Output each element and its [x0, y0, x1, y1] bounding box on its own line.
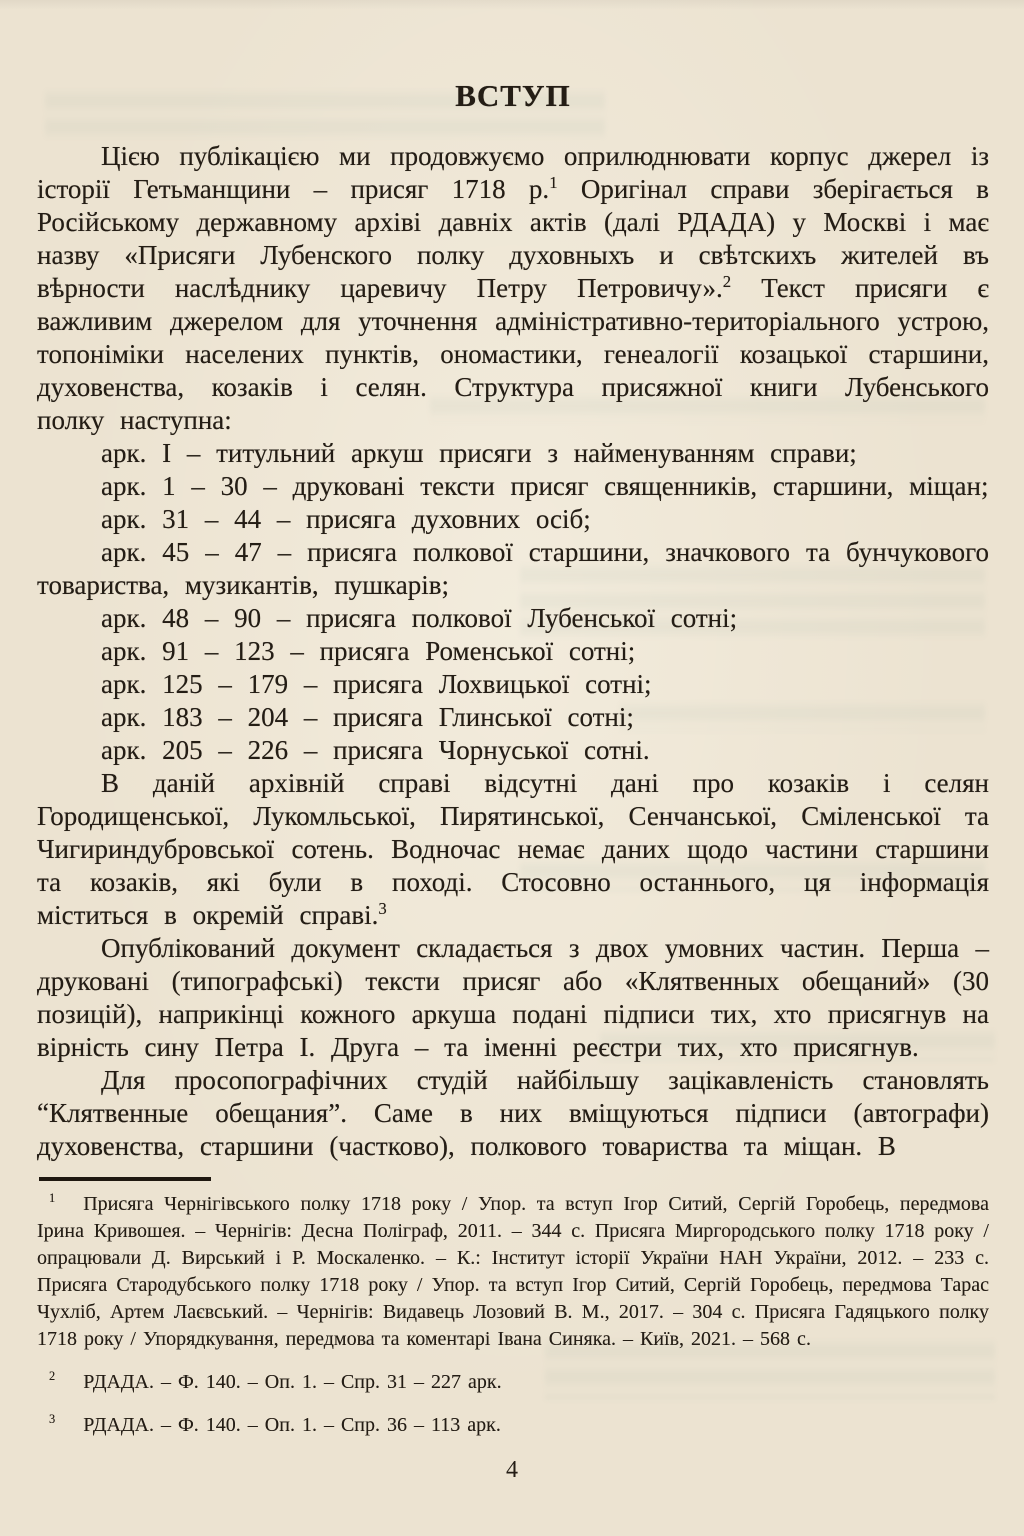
- footnote-ref-1: 1: [549, 173, 558, 192]
- footnote-2: [37, 1369, 989, 1396]
- page-number: 4: [506, 1457, 518, 1483]
- paragraph-text: Оригінал справи зберігається в Російському державному архіві давніх актів (далі РДАДА) у Москві і має назву «Присяги Лубенского полку духовныхъ и свѣтскихъ жителей въ вѣрности наслѣднику царевичу Петру Петровичу».: [37, 174, 989, 303]
- footnote-text: РДАДА. – Ф. 140. – Оп. 1. – Спр. 31 – 227 арк.: [83, 1371, 502, 1393]
- list-item-arkush: арк. I – титульний аркуш присяги з найменуванням справи;: [101, 438, 857, 468]
- list-item-arkush: арк. 45 – 47 – присяга полкової старшини, значкового та бунчукового товариства, музикантів, пушкарів;: [37, 537, 989, 600]
- footnote-text: Присяга Чернігівського полку 1718 року / Упор. та вступ Ігор Ситий, Сергій Горобець, передмова Ірина Кривошея. – Чернігів: Десна Поліграф, 2011. – 344 с. Присяга Миргородського полку 1718 року / опрацювали Д. Вирський і Р. Москаленко. – К.: Інститут історії України НАН України, 2012. – 233 с. Присяга Стародубського полку 1718 року / Упор. та вступ Ігор Ситий, Сергій Горобець, передмова Тарас Чухліб, Артем Лаєвський. – Чернігів: Видавець Лозовий В. М., 2017. – 304 с. Присяга Гадяцького полку 1718 року / Упорядкування, передмова та коментарі Івана Синяка. – Київ, 2021. – 568 с.: [37, 1193, 989, 1350]
- footnote-marker: 2: [49, 1369, 56, 1384]
- footnote-3: [37, 1412, 989, 1439]
- list-item-arkush: арк. 91 – 123 – присяга Роменської сотні;: [101, 636, 636, 666]
- paragraph-prosopography: Для просопографічних студій найбільшу зацікавленість становлять “Клятвенные обещания”. Саме в них вміщуються підписи (автографи) духовенства, старшини (частково), полкового товариства та міщан. В: [37, 1065, 989, 1161]
- text-block: [37, 0, 989, 1439]
- footnote-text: РДАДА. – Ф. 140. – Оп. 1. – Спр. 36 – 113 арк.: [83, 1414, 501, 1436]
- paragraph-text: В даній архівній справі відсутні дані про козаків і селян Городищенської, Лукомльської, Пирятинської, Сенчанської, Сміленської та Чигириндубровської сотень. Водночас немає даних щодо частини старшини та козаків, які були в поході. Стосовно останнього, ця інформація міститься в окремій справі.: [37, 768, 989, 930]
- footnote-ref-3: 3: [378, 899, 387, 918]
- paragraph-text: Текст присяги є важливим джерелом для уточнення адміністративно-територіального устрою, топоніміки населених пунктів, ономастики, генеалогії козацької старшини, духовенства, козаків і селян. Структура присяжної книги Лубенського полку наступна:: [37, 273, 989, 435]
- paragraph-intro: [37, 140, 989, 437]
- list-item-arkush: арк. 1 – 30 – друковані тексти присяг священників, старшини, міщан;: [101, 471, 989, 501]
- paragraph-text: Цією публікацією ми продовжуємо оприлюднювати корпус джерел із історії Гетьманщини – присяг 1718 р.: [37, 141, 989, 204]
- list-item-arkush: арк. 205 – 226 – присяга Чорнуської сотні.: [101, 735, 650, 765]
- paragraph-missing-data: [37, 767, 989, 932]
- footnote-1: [37, 1191, 989, 1353]
- list-item-arkush: арк. 48 – 90 – присяга полкової Лубенської сотні;: [101, 603, 738, 633]
- list-item-arkush: арк. 183 – 204 – присяга Глинської сотні;: [101, 702, 634, 732]
- footnote-marker: 1: [49, 1191, 56, 1206]
- paragraph-document-parts: Опублікований документ складається з двох умовних частин. Перша – друковані (типографські) тексти присяг або «Клятвенных обещаний» (30 позицій), наприкінці кожного аркуша подані підписи тих, хто присягнув на вірність сину Петра І. Друга – та іменні реєстри тих, хто присягнув.: [37, 933, 989, 1062]
- list-item-arkush: арк. 125 – 179 – присяга Лохвицької сотні;: [101, 669, 652, 699]
- footnote-ref-2: 2: [722, 272, 732, 291]
- footnote-marker: 3: [49, 1412, 56, 1427]
- page-title: ВСТУП: [455, 78, 571, 113]
- footnote-separator: [39, 1177, 211, 1181]
- list-item-arkush: арк. 31 – 44 – присяга духовних осіб;: [101, 504, 591, 534]
